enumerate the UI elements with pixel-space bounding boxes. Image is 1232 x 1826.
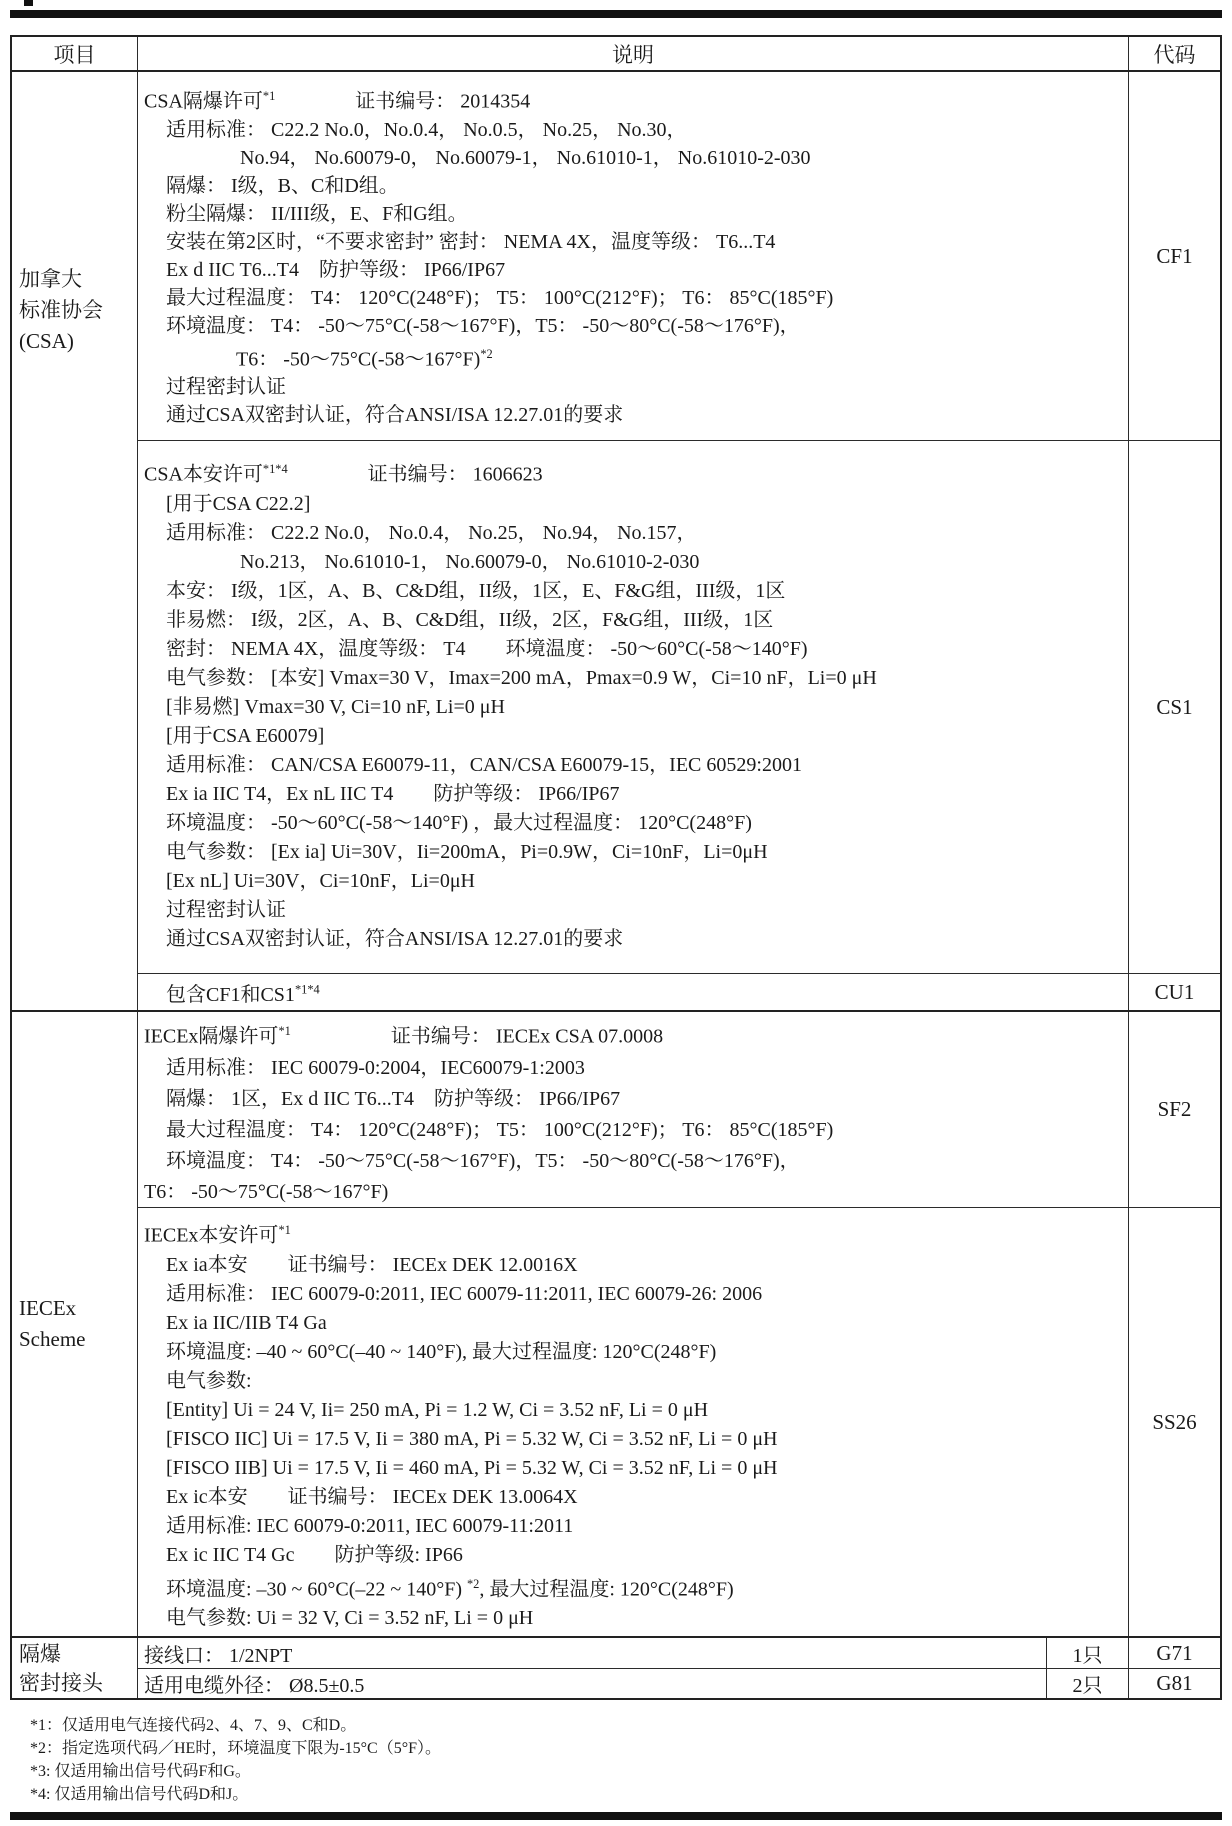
spec-line: CSA本安许可$^{*1*4}$ 证书编号： 1606623 [144, 462, 543, 486]
spec-line: 电气参数: [166, 1369, 252, 1392]
section-rows [138, 72, 1220, 1010]
spec-line: [用于CSA E60079] [166, 724, 325, 747]
spec-line: [用于CSA C22.2] [166, 492, 311, 515]
spec-line: 环境温度: –40 ~ 60°C(–40 ~ 140°F), 最大过程温度: 120°C(248°F) [166, 1340, 717, 1363]
description-cell [138, 1208, 1128, 1636]
section-label-line: IECEx [19, 1296, 77, 1320]
spec-line: Ex ic IIC T4 Gc 防护等级: IP66 [166, 1543, 463, 1566]
table-row [138, 1668, 1220, 1698]
section-label [12, 1012, 138, 1636]
section-label [12, 72, 138, 1010]
spec-line: [Ex nL] Ui=30V，Ci=10nF，Li=0μH [166, 869, 475, 892]
spec-line: 过程密封认证 [166, 898, 286, 921]
spec-line: 适用标准： C22.2 No.0， No.0.4， No.25， No.94， No.157， [166, 521, 697, 544]
section-label-line: (CSA) [19, 329, 74, 353]
certification-table [10, 35, 1222, 1700]
top-rule-bar [10, 10, 1222, 18]
description-cell [138, 441, 1128, 973]
spec-line: [Entity] Ui = 24 V, Ii= 250 mA, Pi = 1.2 W, Ci = 3.52 nF, Li = 0 μH [166, 1398, 709, 1421]
spec-line: 适用标准： CAN/CSA E60079-11，CAN/CSA E60079-15，IEC 60529:2001 [166, 753, 802, 776]
code-cell: G71 [1128, 1638, 1220, 1668]
spec-line: 隔爆： I级，B、C和D组。 [166, 174, 399, 197]
code-cell: SF2 [1128, 1012, 1220, 1207]
header-description: 说明 [612, 42, 654, 67]
section-label-line: 加拿大 [19, 267, 82, 291]
spec-line: 粉尘隔爆： II/III级，E、F和G组。 [166, 202, 468, 225]
spec-line: 包含CF1和$CS1^{*1*4}$ [166, 981, 320, 1006]
table-row [138, 440, 1220, 973]
spec-line: 环境温度： T4： -50～75°C(-58～167°F)，T5： -50～80°C(-58～176°F)， [166, 1149, 800, 1172]
section-rows [138, 1638, 1220, 1698]
spec-line: 最大过程温度： T4： 120°C(248°F)； T5： 100°C(212°F)； T6： 85°C(185°F) [166, 286, 834, 309]
spec-line: 非易燃： I级，2区，A、B、C&D组，II级，2区，F&G组，III级，1区 [166, 608, 774, 631]
spec-line: T6： -50～75°C(-58～167°F)$^{*2}$ [236, 346, 493, 371]
spec-line: 环境温度： T4： -50～75°C(-58～167°F)，T5： -50～80°C(-58～176°F)， [166, 314, 800, 337]
description-cell [138, 1669, 1046, 1698]
description-cell [138, 1012, 1128, 1207]
spec-line: [FISCO IIB] Ui = 17.5 V, Ii = 460 mA, Pi = 5.32 W, Ci = 3.52 nF, Li = 0 μH [166, 1456, 778, 1479]
spec-line: [非易燃] Vmax=30 V, Ci=10 nF, Li=0 μH [166, 695, 505, 718]
footnote-line: *3: 仅适用输出信号代码F和G。 [30, 1763, 251, 1780]
quantity-cell: 2只 [1046, 1669, 1128, 1698]
spec-line: Ex ia IIC T4，Ex nL IIC T4 防护等级： IP66/IP67 [166, 782, 620, 805]
spec-line: No.213， No.61010-1， No.60079-0， No.61010-2-030 [240, 550, 700, 573]
certification-section [12, 1010, 1220, 1636]
spec-line: 隔爆： 1区，Ex d IIC T6...T4 防护等级： IP66/IP67 [166, 1087, 621, 1110]
section-label [12, 1638, 138, 1698]
spec-line: IECEx本安许可$^{*1}$ [144, 1223, 291, 1247]
spec-line: Ex d IIC T6...T4 防护等级： IP66/IP67 [166, 258, 506, 281]
spec-line: 适用标准： IEC 60079-0:2004，IEC60079-1:2003 [166, 1056, 585, 1079]
footnote-line: *1：仅适用电气连接代码2、4、7、9、C和D。 [30, 1717, 357, 1734]
spec-line: CSA隔爆许可$^{*1}$ 证书编号： 2014354 [144, 89, 531, 113]
table-row [138, 72, 1220, 440]
spec-line: 适用标准： C22.2 No.0，No.0.4， No.0.5， No.25， No.30， [166, 118, 687, 141]
table-row [138, 1207, 1220, 1636]
description-cell [138, 974, 1128, 1010]
code-cell: CF1 [1128, 72, 1220, 440]
header-code: 代码 [1128, 37, 1220, 70]
spec-line: 适用电缆外径： Ø8.5±0.5 [144, 1675, 365, 1697]
spec-line: 接线口： 1/2NPT [144, 1644, 293, 1667]
footnotes [30, 1714, 441, 1806]
section-label-line: 密封接头 [19, 1671, 103, 1695]
spec-line: Ex ia本安 证书编号： IECEx DEK 12.0016X [166, 1253, 578, 1276]
spec-line: 环境温度： -50～60°C(-58～140°F) ，最大过程温度： 120°C(248°F) [166, 811, 752, 834]
page-edge-artifact [24, 0, 33, 6]
spec-line: 通过CSA双密封认证，符合ANSI/ISA 12.27.01的要求 [166, 404, 624, 427]
spec-line: 电气参数： [本安] Vmax=30 V，Imax=200 mA，Pmax=0.9 W，Ci=10 nF，Li=0 μH [166, 666, 877, 689]
spec-line: IECEx隔爆许可$^{*1}$ 证书编号： IECEx CSA 07.0008 [144, 1024, 664, 1048]
table-row [138, 973, 1220, 1010]
footnote-line: *2：指定选项代码／HE时，环境温度下限为-15°C（5°F）。 [30, 1740, 442, 1757]
spec-line: 通过CSA双密封认证，符合ANSI/ISA 12.27.01的要求 [166, 927, 624, 950]
description-cell [138, 1638, 1046, 1668]
spec-line: 电气参数： [Ex ia] Ui=30V，Ii=200mA，Pi=0.9W，Ci=10nF，Li=0μH [166, 840, 768, 863]
table-row [138, 1638, 1220, 1668]
certification-section [12, 72, 1220, 1010]
spec-line: Ex ic本安 证书编号： IECEx DEK 13.0064X [166, 1485, 578, 1508]
bottom-rule-bar [10, 1812, 1222, 1820]
spec-line: 安装在第2区时，“不要求密封” 密封： NEMA 4X，温度等级： T6...T4 [166, 230, 776, 253]
spec-line: Ex ia IIC/IIB T4 Ga [166, 1311, 327, 1334]
header-item: 项目 [12, 37, 138, 70]
spec-line: T6： -50～75°C(-58～167°F) [144, 1180, 389, 1203]
section-label-line: Scheme [19, 1327, 86, 1351]
code-cell: G81 [1128, 1669, 1220, 1698]
certification-section [12, 1636, 1220, 1698]
section-label-line: 隔爆 [19, 1642, 61, 1666]
quantity-cell: 1只 [1046, 1638, 1128, 1668]
description-cell [138, 72, 1128, 440]
code-cell: SS26 [1128, 1208, 1220, 1636]
table-body [12, 72, 1220, 1698]
spec-line: 环境温度: –30 ~ 60°C(–22 ~ 140°F) $^{*2}$, 最大过程温度: 120°C(248°F) [166, 1576, 734, 1601]
spec-line: [FISCO IIC] Ui = 17.5 V, Ii = 380 mA, Pi = 5.32 W, Ci = 3.52 nF, Li = 0 μH [166, 1427, 778, 1450]
spec-line: 最大过程温度： T4： 120°C(248°F)； T5： 100°C(212°F)； T6： 85°C(185°F) [166, 1118, 834, 1141]
spec-line: 适用标准： IEC 60079-0:2011, IEC 60079-11:2011, IEC 60079-26: 2006 [166, 1282, 763, 1305]
table-header-row [12, 37, 1220, 72]
table-row [138, 1012, 1220, 1207]
code-cell: CU1 [1128, 974, 1220, 1010]
spec-line: 电气参数: Ui = 32 V, Ci = 3.52 nF, Li = 0 μH [166, 1607, 534, 1630]
spec-line: 本安： I级，1区，A、B、C&D组，II级，1区，E、F&G组，III级，1区 [166, 579, 786, 602]
code-cell: CS1 [1128, 441, 1220, 973]
spec-line: No.94， No.60079-0， No.60079-1， No.61010-1， No.61010-2-030 [240, 146, 811, 169]
spec-line: 过程密封认证 [166, 376, 286, 399]
section-label-line: 标准协会 [19, 298, 103, 322]
spec-line: 密封： NEMA 4X，温度等级： T4 环境温度： -50～60°C(-58～140°F) [166, 637, 808, 660]
footnote-line: *4: 仅适用输出信号代码D和J。 [30, 1786, 249, 1803]
spec-line: 适用标准: IEC 60079-0:2011, IEC 60079-11:2011 [166, 1514, 574, 1537]
section-rows [138, 1012, 1220, 1636]
